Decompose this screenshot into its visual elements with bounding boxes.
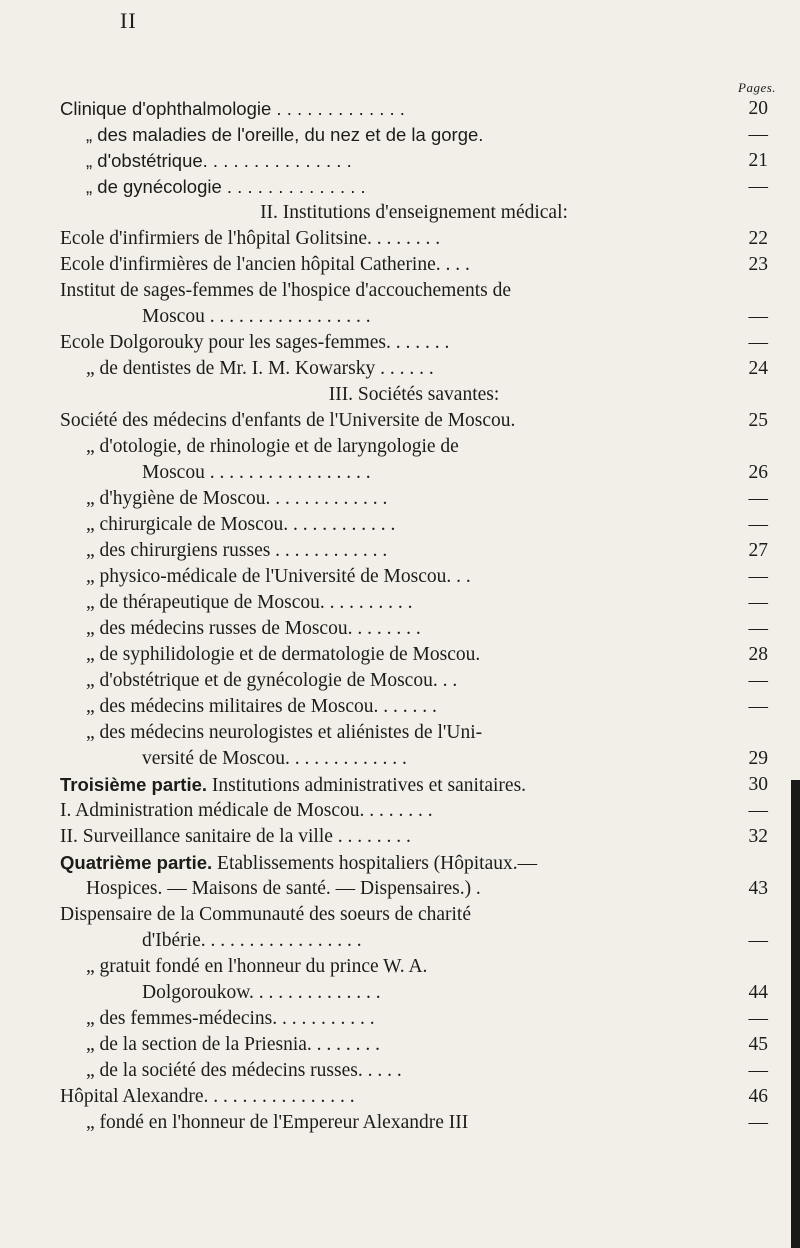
- entry-text: „ d'otologie, de rhinologie et de laryngologie de: [86, 436, 459, 457]
- entry-page-number: —: [748, 306, 768, 327]
- entry-page-number: —: [748, 1008, 768, 1029]
- entry-text: „ des maladies de l'oreille, du nez et de la gorge.: [86, 124, 484, 145]
- toc-entry: [60, 564, 768, 590]
- entry-page-number: —: [748, 1112, 768, 1133]
- toc-entry: [60, 356, 768, 382]
- entry-text: Ecole Dolgorouky pour les sages-femmes. . . . . . .: [60, 332, 450, 353]
- entry-text: „ d'obstétrique. . . . . . . . . . . . . . .: [86, 150, 352, 171]
- toc-entry: [60, 772, 768, 798]
- part-label: Troisième partie.: [60, 774, 208, 795]
- toc-entry: [60, 876, 768, 902]
- entry-page-number: 21: [748, 150, 768, 171]
- entry-text: „ d'obstétrique et de gynécologie de Moscou. . .: [86, 670, 458, 691]
- entry-page-number: —: [748, 124, 768, 145]
- entry-text: Quatrième partie. Etablissements hospitaliers (Hôpitaux.—: [60, 852, 538, 874]
- entry-page-number: 28: [748, 644, 768, 665]
- entry-page-number: —: [748, 488, 768, 509]
- toc-entry: [60, 486, 768, 512]
- entry-page-number: —: [748, 176, 768, 197]
- entry-text: „ des chirurgiens russes . . . . . . . . . . . .: [86, 540, 388, 561]
- toc-entry: [60, 1006, 768, 1032]
- entry-page-number: —: [748, 696, 768, 717]
- entry-text: Société des médecins d'enfants de l'Universite de Moscou.: [60, 410, 516, 431]
- entry-text: II. Surveillance sanitaire de la ville . . . . . . . .: [60, 826, 411, 847]
- entry-text: Institut de sages-femmes de l'hospice d'accouchements de: [60, 280, 512, 301]
- entry-page-number: —: [748, 514, 768, 535]
- entry-text: „ de dentistes de Mr. I. M. Kowarsky . . . . . .: [86, 358, 434, 379]
- toc-entry: [60, 278, 768, 304]
- entry-page-number: 20: [748, 98, 768, 119]
- toc-entry: [60, 174, 768, 200]
- part-label: Quatrième partie.: [60, 852, 213, 873]
- toc-entry: [60, 148, 768, 174]
- entry-page-number: —: [748, 618, 768, 639]
- toc-entry: [60, 694, 768, 720]
- entry-text: „ physico-médicale de l'Université de Moscou. . .: [86, 566, 471, 587]
- toc-entry: [60, 122, 768, 148]
- entry-page-number: —: [748, 670, 768, 691]
- entry-page-number: 27: [748, 540, 768, 561]
- entry-text: „ des femmes-médecins. . . . . . . . . . .: [86, 1008, 375, 1029]
- toc-entry: [60, 720, 768, 746]
- entry-text: „ gratuit fondé en l'honneur du prince W. A.: [86, 956, 428, 977]
- toc-entry: [60, 96, 768, 122]
- entry-text: Hospices. — Maisons de santé. — Dispensaires.) .: [86, 878, 481, 899]
- entry-text: „ chirurgicale de Moscou. . . . . . . . . . . .: [86, 514, 396, 535]
- entry-text: „ de thérapeutique de Moscou. . . . . . . . . .: [86, 592, 413, 613]
- entry-text: „ des médecins militaires de Moscou. . . . . . .: [86, 696, 437, 717]
- entry-text: Dolgoroukow. . . . . . . . . . . . . .: [142, 982, 381, 1003]
- entry-page-number: 22: [748, 228, 768, 249]
- entry-page-number: —: [748, 800, 768, 821]
- toc-entry: [60, 460, 768, 486]
- entry-page-number: 45: [748, 1034, 768, 1055]
- toc-entry: [60, 434, 768, 460]
- toc-entry: [60, 980, 768, 1006]
- entry-page-number: —: [748, 566, 768, 587]
- section-heading: [60, 200, 768, 226]
- toc-entry: [60, 1032, 768, 1058]
- toc-entry: [60, 512, 768, 538]
- toc-entry: [60, 226, 768, 252]
- entry-text: versité de Moscou. . . . . . . . . . . . .: [142, 748, 407, 769]
- entry-text: „ des médecins neurologistes et aliénistes de l'Uni-: [86, 722, 483, 743]
- toc-entry: [60, 616, 768, 642]
- toc-entry: [60, 798, 768, 824]
- entry-page-number: 44: [748, 982, 768, 1003]
- entry-page-number: 29: [748, 748, 768, 769]
- entry-text: Ecole d'infirmières de l'ancien hôpital Catherine. . . .: [60, 254, 470, 275]
- toc-entry: [60, 928, 768, 954]
- page-number: II: [120, 8, 137, 33]
- toc-entry: [60, 824, 768, 850]
- toc-entry: [60, 902, 768, 928]
- entry-text: Moscou . . . . . . . . . . . . . . . . .: [142, 306, 371, 327]
- toc-entry: [60, 1084, 768, 1110]
- entry-text: Dispensaire de la Communauté des soeurs de charité: [60, 904, 471, 925]
- entry-page-number: 23: [748, 254, 768, 275]
- toc-entry: [60, 746, 768, 772]
- entry-text: „ fondé en l'honneur de l'Empereur Alexandre III: [86, 1112, 469, 1133]
- toc-entry: [60, 590, 768, 616]
- toc-entry: [60, 408, 768, 434]
- entry-text: III. Sociétés savantes:: [328, 384, 500, 405]
- entry-text: Moscou . . . . . . . . . . . . . . . . .: [142, 462, 371, 483]
- toc-entry: [60, 668, 768, 694]
- entry-page-number: —: [748, 1060, 768, 1081]
- entry-text: „ de la section de la Priesnia. . . . . . . .: [86, 1034, 381, 1055]
- toc-entry: [60, 1110, 768, 1136]
- page-edge-shadow: [791, 780, 800, 1248]
- table-of-contents: [60, 96, 768, 1136]
- entry-text: „ d'hygiène de Moscou. . . . . . . . . . . . .: [86, 488, 388, 509]
- toc-entry: [60, 642, 768, 668]
- entry-page-number: 30: [748, 774, 768, 795]
- entry-text: I. Administration médicale de Moscou. . . . . . . .: [60, 800, 433, 821]
- entry-page-number: 46: [748, 1086, 768, 1107]
- toc-entry: [60, 330, 768, 356]
- toc-entry: [60, 850, 768, 876]
- toc-entry: [60, 252, 768, 278]
- entry-page-number: —: [748, 592, 768, 613]
- section-heading: [60, 382, 768, 408]
- entry-page-number: 24: [748, 358, 768, 379]
- entry-text: Troisième partie. Institutions administratives et sanitaires.: [60, 774, 527, 796]
- entry-text: Ecole d'infirmiers de l'hôpital Golitsine. . . . . . . .: [60, 228, 441, 249]
- pages-column-header: Pages.: [738, 80, 777, 95]
- entry-text: „ des médecins russes de Moscou. . . . . . . .: [86, 618, 421, 639]
- entry-text: „ de syphilidologie et de dermatologie de Moscou.: [86, 644, 481, 665]
- entry-text: Hôpital Alexandre. . . . . . . . . . . . . . . .: [60, 1086, 355, 1107]
- toc-entry: [60, 954, 768, 980]
- entry-page-number: —: [748, 930, 768, 951]
- toc-entry: [60, 304, 768, 330]
- toc-entry: [60, 538, 768, 564]
- entry-page-number: 25: [748, 410, 768, 431]
- entry-page-number: —: [748, 332, 768, 353]
- entry-text: d'Ibérie. . . . . . . . . . . . . . . . .: [142, 930, 362, 951]
- entry-text: „ de la société des médecins russes. . . . .: [86, 1060, 402, 1081]
- entry-page-number: 43: [748, 878, 768, 899]
- entry-page-number: 32: [748, 826, 768, 847]
- entry-text: „ de gynécologie . . . . . . . . . . . . . .: [86, 176, 366, 197]
- toc-entry: [60, 1058, 768, 1084]
- entry-text: Clinique d'ophthalmologie . . . . . . . . . . . . .: [60, 98, 405, 119]
- entry-text: II. Institutions d'enseignement médical:: [260, 202, 568, 223]
- entry-page-number: 26: [748, 462, 768, 483]
